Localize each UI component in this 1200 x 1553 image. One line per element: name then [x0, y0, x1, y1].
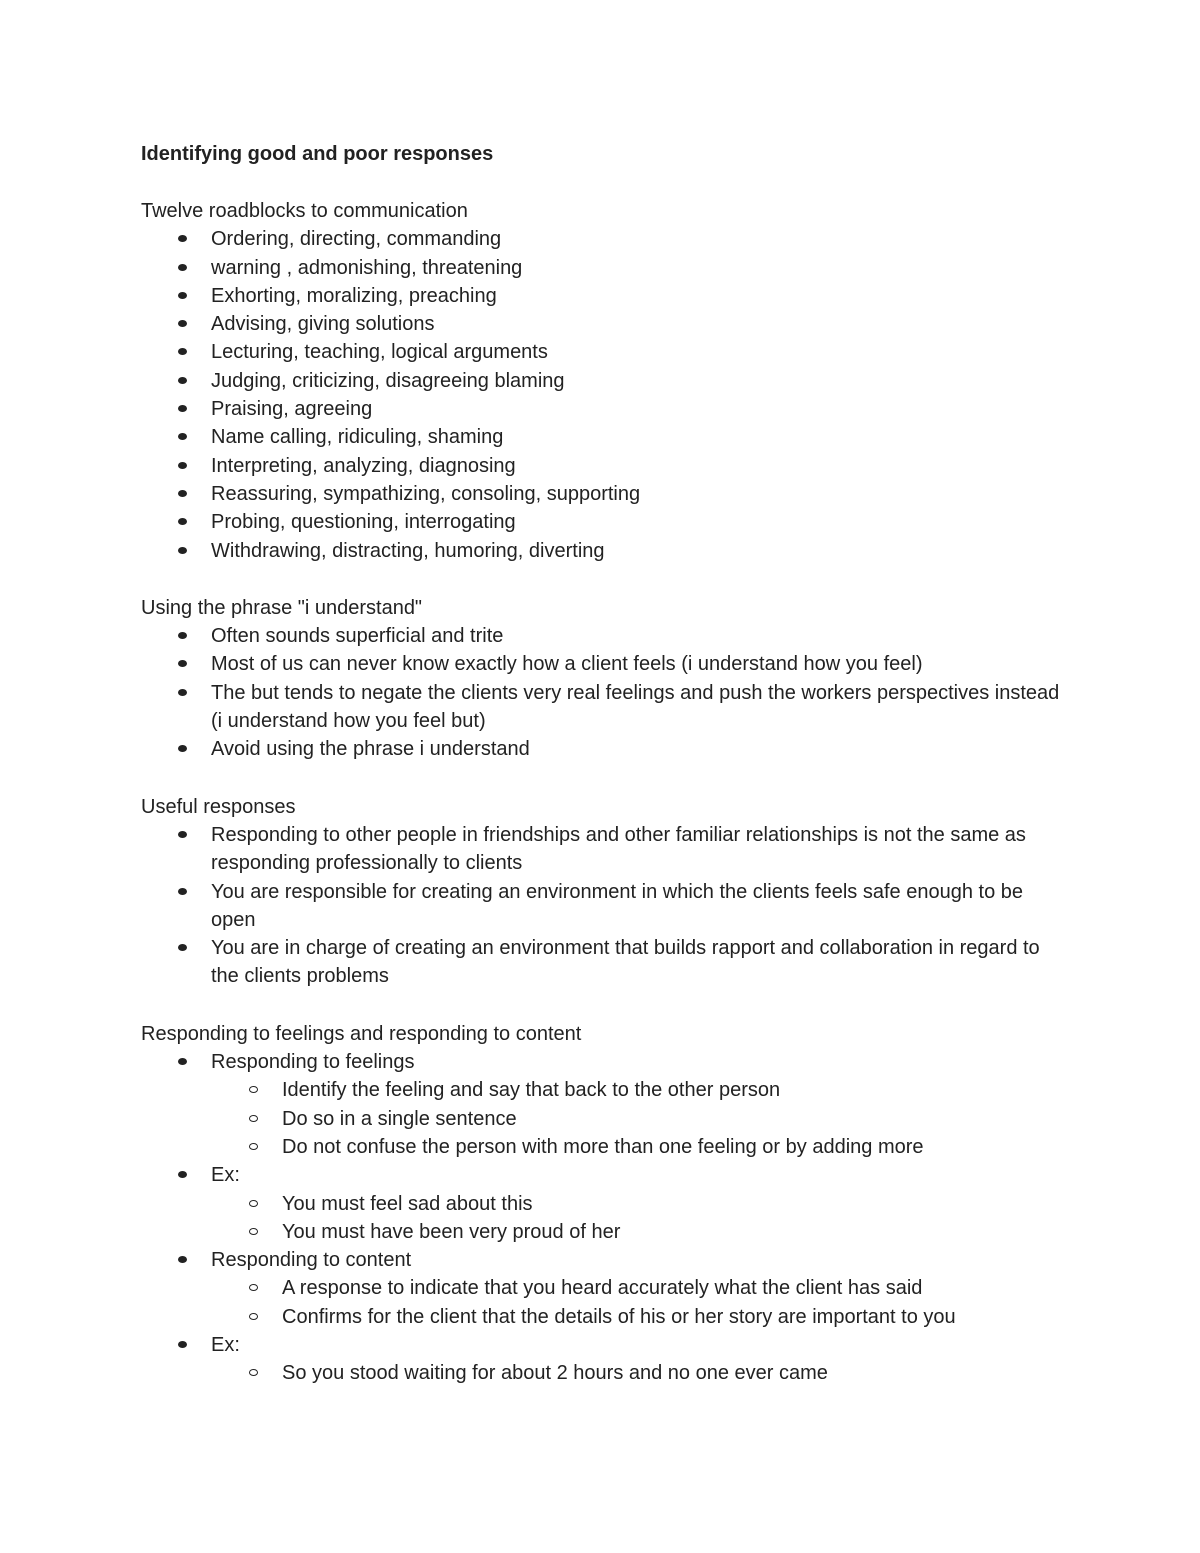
list-item: The but tends to negate the clients very real feelings and push the workers perspectives instead (i understand how you feel but)	[211, 679, 1071, 736]
section-heading: Using the phrase "i understand"	[141, 596, 423, 619]
list-item: Interpreting, analyzing, diagnosing	[211, 452, 1071, 480]
bullet-icon	[178, 462, 187, 469]
list-item: Often sounds superficial and trite	[211, 622, 1071, 650]
list-item: Ex: So you stood waiting for about 2 hours and no one ever came	[211, 1331, 1071, 1388]
section-heading: Twelve roadblocks to communication	[141, 200, 468, 222]
section-useful-responses	[141, 793, 1071, 991]
hollow-bullet-icon	[249, 1313, 258, 1320]
bullet-icon	[178, 1341, 187, 1348]
hollow-bullet-icon	[249, 1284, 258, 1291]
list-item: Lecturing, teaching, logical arguments	[211, 338, 1071, 366]
bullet-icon	[178, 518, 187, 525]
bullet-icon	[178, 831, 187, 838]
bullet-icon	[178, 348, 187, 355]
bullet-icon	[178, 235, 187, 242]
list-item: Responding to content A response to indicate that you heard accurately what the client has said Confirms for the client that the details of his or her story are important to you	[211, 1246, 1071, 1331]
bullet-list	[141, 821, 1071, 991]
hollow-bullet-icon	[249, 1228, 258, 1235]
bullet-icon	[178, 547, 187, 554]
list-item: Praising, agreeing	[211, 395, 1071, 423]
section-heading: Responding to feelings and responding to content	[141, 1022, 582, 1045]
list-item: Responding to other people in friendships and other familiar relationships is not the same as responding professionally to clients	[211, 821, 1071, 878]
section-heading: Useful responses	[141, 795, 296, 818]
list-item: Probing, questioning, interrogating	[211, 508, 1071, 536]
bullet-icon	[178, 377, 187, 384]
list-item: Most of us can never know exactly how a client feels (i understand how you feel)	[211, 650, 1071, 678]
sub-list-item: You must have been very proud of her	[282, 1218, 1071, 1246]
list-item: warning , admonishing, threatening	[211, 254, 1071, 282]
sub-list	[211, 1274, 1071, 1331]
bullet-icon	[178, 292, 187, 299]
sub-list-item: Do not confuse the person with more than one feeling or by adding more	[282, 1133, 1071, 1161]
sub-list-item: Do so in a single sentence	[282, 1105, 1071, 1133]
document-title: Identifying good and poor responses	[141, 143, 494, 165]
list-item: You are responsible for creating an environment in which the clients feels safe enough to be open	[211, 878, 1071, 935]
sub-list-item: A response to indicate that you heard accurately what the client has said	[282, 1274, 1071, 1302]
sub-list-item: So you stood waiting for about 2 hours and no one ever came	[282, 1359, 1071, 1387]
bullet-icon	[178, 632, 187, 639]
bullet-icon	[178, 1058, 187, 1065]
list-item: Exhorting, moralizing, preaching	[211, 282, 1071, 310]
hollow-bullet-icon	[249, 1200, 258, 1207]
bullet-icon	[178, 264, 187, 271]
bullet-list	[141, 622, 1071, 763]
hollow-bullet-icon	[249, 1086, 258, 1093]
bullet-icon	[178, 490, 187, 497]
list-item: Advising, giving solutions	[211, 310, 1071, 338]
bullet-list	[141, 225, 1071, 565]
bullet-icon	[178, 320, 187, 327]
list-item: You are in charge of creating an environment that builds rapport and collaboration in regard to the clients problems	[211, 934, 1071, 991]
section-roadblocks	[141, 197, 1071, 565]
list-item: Name calling, ridiculing, shaming	[211, 423, 1071, 451]
bullet-icon	[178, 405, 187, 412]
bullet-icon	[178, 660, 187, 667]
list-item: Responding to feelings Identify the feeling and say that back to the other person Do so in a single sentence Do not confuse the person with more than one feeling or by adding more	[211, 1048, 1071, 1161]
list-item: Ordering, directing, commanding	[211, 225, 1071, 253]
hollow-bullet-icon	[249, 1143, 258, 1150]
hollow-bullet-icon	[249, 1369, 258, 1376]
hollow-bullet-icon	[249, 1115, 258, 1122]
bullet-icon	[178, 433, 187, 440]
sub-list-item: You must feel sad about this	[282, 1190, 1071, 1218]
bullet-icon	[178, 1256, 187, 1263]
sub-list	[211, 1076, 1071, 1161]
bullet-list	[141, 1048, 1071, 1388]
list-item: Ex: You must feel sad about this You must have been very proud of her	[211, 1161, 1071, 1246]
sub-list	[211, 1190, 1071, 1247]
list-item: Judging, criticizing, disagreeing blaming	[211, 367, 1071, 395]
sub-list-item: Confirms for the client that the details of his or her story are important to you	[282, 1303, 1071, 1331]
list-item: Reassuring, sympathizing, consoling, supporting	[211, 480, 1071, 508]
bullet-icon	[178, 944, 187, 951]
list-item: Avoid using the phrase i understand	[211, 735, 1071, 763]
section-feelings-content	[141, 1020, 1071, 1388]
sub-list-item: Identify the feeling and say that back to the other person	[282, 1076, 1071, 1104]
sub-list	[211, 1359, 1071, 1387]
document-page	[141, 140, 1071, 1417]
bullet-icon	[178, 888, 187, 895]
section-i-understand	[141, 594, 1071, 764]
bullet-icon	[178, 745, 187, 752]
list-item: Withdrawing, distracting, humoring, diverting	[211, 537, 1071, 565]
bullet-icon	[178, 1171, 187, 1178]
bullet-icon	[178, 689, 187, 696]
